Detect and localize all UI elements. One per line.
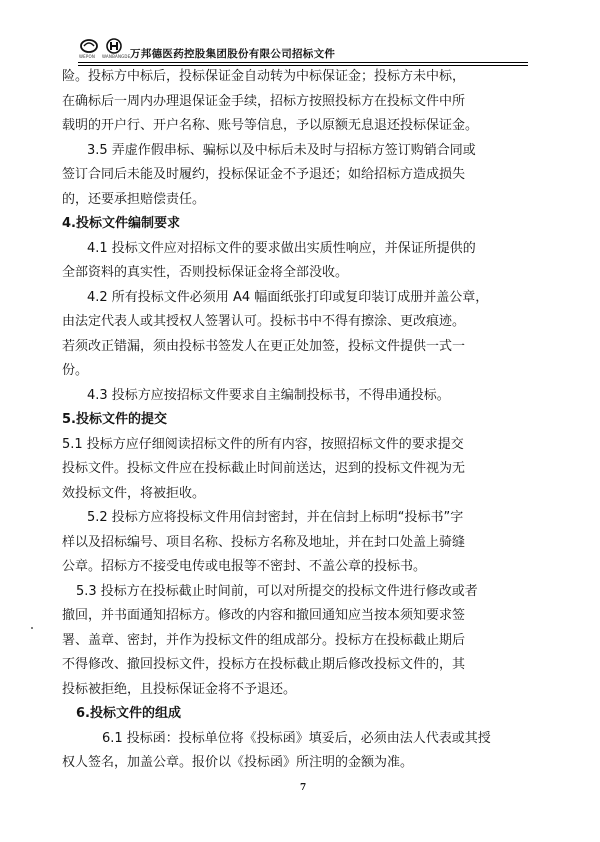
section-heading: 6.投标文件的组成 xyxy=(76,706,181,721)
text-line: 险。投标方中标后，投标保证金自动转为中标保证金；投标方未中标， xyxy=(62,69,466,84)
text-line: 样以及招标编号、项目名称、投标方名称及地址，并在封口处盖上骑缝 xyxy=(62,535,466,550)
section-heading: 4.投标文件编制要求 xyxy=(62,216,180,231)
text-line: 4.3 投标方应按招标文件要求自主编制投标书，不得串通投标。 xyxy=(87,388,450,403)
text-line: 5.3 投标方在投标截止时间前，可以对所提交的投标文件进行修改或者 xyxy=(76,584,478,599)
text-line: 6.1 投标函：投标单位将《投标函》填妥后，必须由法人代表或其授 xyxy=(102,731,491,746)
text-line: 投标文件。投标文件应在投标截止时间前送达，迟到的投标文件视为无 xyxy=(62,461,466,476)
text-line: 权人签名，加盖公章。报价以《投标函》所注明的金额为准。 xyxy=(62,755,414,770)
text-line: 5.1 投标方应仔细阅读招标文件的所有内容，按照招标文件的要求提交 xyxy=(62,437,464,452)
text-line: 不得修改、撤回投标文件，投标方在投标截止期后修改投标文件的，其 xyxy=(62,657,466,672)
text-line: 撤回，并书面通知招标方。修改的内容和撤回通知应当按本须知要求签 xyxy=(62,608,466,623)
text-line: 由法定代表人或其授权人签署认可。投标书中不得有擦涂、更改痕迹。 xyxy=(62,314,466,329)
text-line: 5.2 投标方应将投标文件用信封密封，并在信封上标明“投标书”字 xyxy=(87,510,464,525)
text-line: 投标被拒绝，且投标保证金将不予退还。 xyxy=(62,682,297,697)
section-heading: 5.投标文件的提交 xyxy=(62,412,167,427)
scan-speck xyxy=(31,627,33,629)
text-line: 载明的开户行、开户名称、账号等信息，予以原额无息退还投标保证金。 xyxy=(62,118,479,133)
text-line: 份。 xyxy=(62,363,89,378)
text-line: 4.1 投标文件应对招标文件的要求做出实质性响应，并保证所提供的 xyxy=(87,241,476,256)
text-line: 署、盖章、密封，并作为投标文件的组成部分。投标方在投标截止期后 xyxy=(62,633,466,648)
company-title: 万邦德医药控股集团股份有限公司招标文件 xyxy=(130,48,336,60)
page-header xyxy=(78,38,528,62)
logo-caption-2: WANBANGDE xyxy=(102,54,131,59)
text-line: 3.5 弄虚作假串标、骗标以及中标后未及时与招标方签订购销合同或 xyxy=(87,143,476,158)
text-line: 全部资料的真实性，否则投标保证金将全部没收。 xyxy=(62,265,349,280)
text-line: 公章。招标方不接受电传或电报等不密封、不盖公章的投标书。 xyxy=(62,559,427,574)
header-rule xyxy=(78,62,528,63)
page-number: 7 xyxy=(300,783,307,793)
text-line: 若须改正错漏，须由投标书签发人在更正处加签，投标文件提供一式一 xyxy=(62,339,466,354)
text-line: 签订合同后未能及时履约，投标保证金不予退还；如给招标方造成损失 xyxy=(62,167,466,182)
header-rule-thin xyxy=(78,65,528,66)
text-line: 效投标文件，将被拒收。 xyxy=(62,486,206,501)
logo-caption-1: WEPON xyxy=(79,54,96,59)
text-line: 的，还要承担赔偿责任。 xyxy=(62,192,206,207)
text-line: 在确标后一周内办理退保证金手续，招标方按照投标方在投标文件中所 xyxy=(62,94,466,109)
text-line: 4.2 所有投标文件必须用 A4 幅面纸张打印或复印装订成册并盖公章， xyxy=(87,290,489,305)
